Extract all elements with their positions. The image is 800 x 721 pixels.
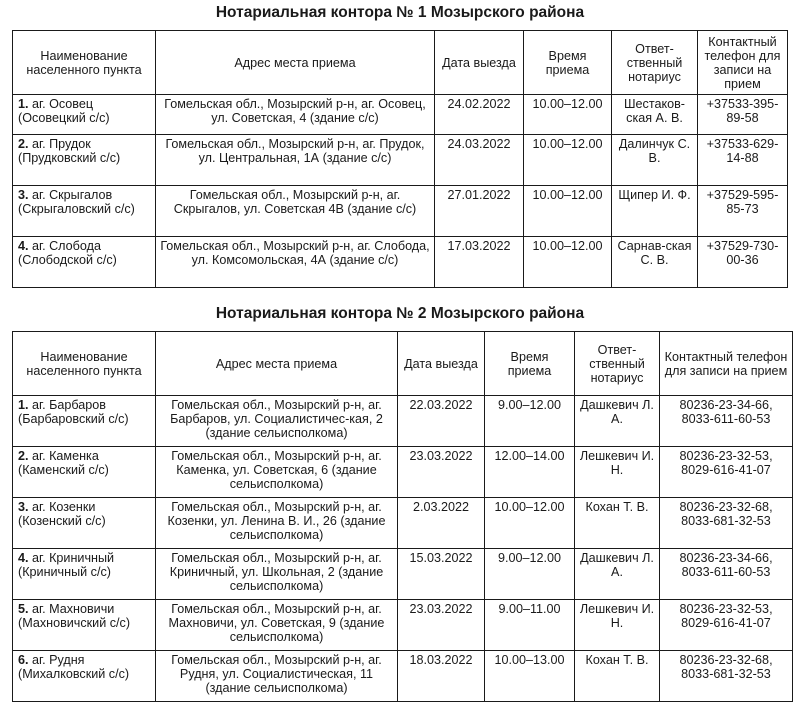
cell-time: 10.00–12.00 — [524, 135, 612, 186]
table-row — [13, 396, 793, 447]
table-row — [13, 498, 793, 549]
cell-date: 24.02.2022 — [435, 95, 524, 135]
header-locality: Наименование населенного пункта — [13, 332, 156, 396]
cell-address: Гомельская обл., Мозырский р-н, аг. Скрыгалов, ул. Советская 4В (здание с/с) — [156, 186, 435, 237]
table-row — [13, 549, 793, 600]
header-address: Адрес места приема — [156, 332, 398, 396]
office2-schedule-table — [12, 331, 793, 702]
cell-address: Гомельская обл., Мозырский р-н, аг. Прудок, ул. Центральная, 1А (здание с/с) — [156, 135, 435, 186]
locality-text: аг. Махновичи (Махновичский с/с) — [18, 602, 131, 630]
cell-phone: +37533-629-14-88 — [698, 135, 788, 186]
locality-text: аг. Барбаров (Барбаровский с/с) — [18, 398, 129, 426]
cell-notary: Дашкевич Л. А. — [575, 549, 660, 600]
cell-date: 18.03.2022 — [398, 651, 485, 702]
cell-date: 24.03.2022 — [435, 135, 524, 186]
table-row — [13, 447, 793, 498]
cell-date: 2.03.2022 — [398, 498, 485, 549]
cell-time: 10.00–13.00 — [485, 651, 575, 702]
row-number: 6. — [18, 653, 29, 667]
header-address: Адрес места приема — [156, 31, 435, 95]
cell-phone: 80236-23-32-68, 8033-681-32-53 — [660, 498, 793, 549]
cell-date: 23.03.2022 — [398, 600, 485, 651]
cell-notary: Кохан Т. В. — [575, 651, 660, 702]
locality-text: аг. Прудок (Прудковский с/с) — [18, 137, 121, 165]
cell-phone: 80236-23-32-53, 8029-616-41-07 — [660, 600, 793, 651]
cell-phone: +37529-595-85-73 — [698, 186, 788, 237]
table-row — [13, 135, 788, 186]
row-number: 1. — [18, 97, 29, 111]
cell-time: 9.00–12.00 — [485, 549, 575, 600]
row-number: 5. — [18, 602, 29, 616]
cell-locality — [13, 549, 156, 600]
cell-time: 9.00–12.00 — [485, 396, 575, 447]
cell-time: 12.00–14.00 — [485, 447, 575, 498]
cell-locality — [13, 135, 156, 186]
table-row — [13, 237, 788, 288]
cell-date: 22.03.2022 — [398, 396, 485, 447]
cell-time: 10.00–12.00 — [485, 498, 575, 549]
header-time: Время приема — [485, 332, 575, 396]
cell-notary: Лешкевич И. Н. — [575, 447, 660, 498]
cell-locality — [13, 237, 156, 288]
cell-phone: +37529-730-00-36 — [698, 237, 788, 288]
cell-address: Гомельская обл., Мозырский р-н, аг. Криничный, ул. Школьная, 2 (здание сельисполкома) — [156, 549, 398, 600]
cell-phone: 80236-23-34-66, 8033-611-60-53 — [660, 549, 793, 600]
row-number: 2. — [18, 449, 29, 463]
cell-locality — [13, 651, 156, 702]
cell-locality — [13, 600, 156, 651]
cell-date: 17.03.2022 — [435, 237, 524, 288]
cell-locality — [13, 186, 156, 237]
office1-title: Нотариальная контора № 1 Мозырского района — [215, 4, 585, 21]
header-time: Время приема — [524, 31, 612, 95]
cell-address: Гомельская обл., Мозырский р-н, аг. Осовец, ул. Советская, 4 (здание с/с) — [156, 95, 435, 135]
cell-date: 23.03.2022 — [398, 447, 485, 498]
cell-phone: 80236-23-34-66, 8033-611-60-53 — [660, 396, 793, 447]
header-phone: Контактный телефон для записи на прием — [698, 31, 788, 95]
locality-text: аг. Осовец (Осовецкий с/с) — [18, 97, 110, 125]
header-notary: Ответ-ственный нотариус — [575, 332, 660, 396]
table-row — [13, 186, 788, 237]
table-row — [13, 95, 788, 135]
header-date: Дата выезда — [435, 31, 524, 95]
cell-time: 10.00–12.00 — [524, 237, 612, 288]
cell-date: 15.03.2022 — [398, 549, 485, 600]
cell-time: 10.00–12.00 — [524, 186, 612, 237]
cell-time: 10.00–12.00 — [524, 95, 612, 135]
cell-date: 27.01.2022 — [435, 186, 524, 237]
cell-locality — [13, 95, 156, 135]
cell-notary: Кохан Т. В. — [575, 498, 660, 549]
cell-notary: Щипер И. Ф. — [612, 186, 698, 237]
locality-text: аг. Каменка (Каменский с/с) — [18, 449, 109, 477]
cell-address: Гомельская обл., Мозырский р-н, аг. Рудня, ул. Социалистическая, 11 (здание сельисполкома) — [156, 651, 398, 702]
locality-text: аг. Слобода (Слободской с/с) — [18, 239, 117, 267]
table-row — [13, 651, 793, 702]
locality-text: аг. Рудня (Михалковский с/с) — [18, 653, 130, 681]
row-number: 3. — [18, 188, 29, 202]
table-header-row — [13, 332, 793, 396]
office1-schedule-table — [12, 30, 788, 288]
header-locality: Наименование населенного пункта — [13, 31, 156, 95]
cell-address: Гомельская обл., Мозырский р-н, аг. Каменка, ул. Советская, 6 (здание сельисполкома) — [156, 447, 398, 498]
row-number: 3. — [18, 500, 29, 514]
cell-notary: Шестаков-ская А. В. — [612, 95, 698, 135]
locality-text: аг. Скрыгалов (Скрыгаловский с/с) — [18, 188, 135, 216]
locality-text: аг. Криничный (Криничный с/с) — [18, 551, 115, 579]
locality-text: аг. Козенки (Козенский с/с) — [18, 500, 106, 528]
header-phone: Контактный телефон для записи на прием — [660, 332, 793, 396]
cell-address: Гомельская обл., Мозырский р-н, аг. Махновичи, ул. Советская, 9 (здание сельисполкома) — [156, 600, 398, 651]
office2-title: Нотариальная контора № 2 Мозырского района — [215, 305, 585, 322]
row-number: 2. — [18, 137, 29, 151]
header-date: Дата выезда — [398, 332, 485, 396]
row-number: 1. — [18, 398, 29, 412]
cell-locality — [13, 498, 156, 549]
cell-address: Гомельская обл., Мозырский р-н, аг. Слобода, ул. Комсомольская, 4А (здание с/с) — [156, 237, 435, 288]
cell-phone: 80236-23-32-68, 8033-681-32-53 — [660, 651, 793, 702]
cell-notary: Сарнав-ская С. В. — [612, 237, 698, 288]
cell-phone: +37533-395-89-58 — [698, 95, 788, 135]
header-notary: Ответ-ственный нотариус — [612, 31, 698, 95]
cell-time: 9.00–11.00 — [485, 600, 575, 651]
row-number: 4. — [18, 239, 29, 253]
table-row — [13, 600, 793, 651]
table-header-row — [13, 31, 788, 95]
cell-notary: Лешкевич И. Н. — [575, 600, 660, 651]
cell-notary: Дашкевич Л. А. — [575, 396, 660, 447]
row-number: 4. — [18, 551, 29, 565]
cell-address: Гомельская обл., Мозырский р-н, аг. Козенки, ул. Ленина В. И., 26 (здание сельисполкома) — [156, 498, 398, 549]
cell-address: Гомельская обл., Мозырский р-н, аг. Барбаров, ул. Социалистичес-кая, 2 (здание сельисполкома) — [156, 396, 398, 447]
cell-locality — [13, 396, 156, 447]
cell-locality — [13, 447, 156, 498]
cell-notary: Далинчук С. В. — [612, 135, 698, 186]
cell-phone: 80236-23-32-53, 8029-616-41-07 — [660, 447, 793, 498]
